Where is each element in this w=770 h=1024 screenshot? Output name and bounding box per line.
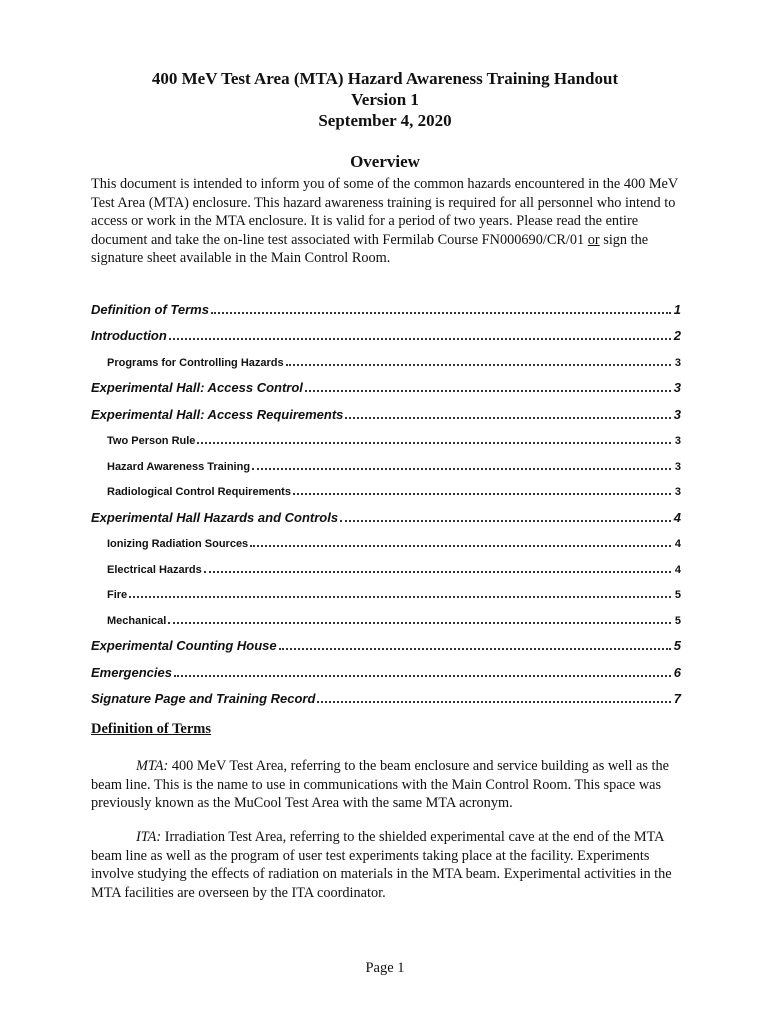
toc-entry-label: Electrical Hazards: [107, 563, 202, 576]
definition-text: Irradiation Test Area, referring to the shielded experimental cave at the end of the MTA beam line as well as the program of user test experiments taking place at the facility. Experiments involve studying the effects of radiation on materials in the MTA beam. Experimental activities in the MTA facilities are overseen by the ITA coordinator.: [91, 829, 672, 901]
definition-term: MTA:: [136, 758, 169, 774]
toc-entry-page: 3: [673, 380, 681, 395]
toc-entry[interactable]: [91, 369, 681, 396]
toc-entry-page: 3: [674, 356, 681, 369]
toc-entry[interactable]: [91, 525, 681, 551]
toc-entry[interactable]: [91, 395, 681, 422]
toc-entry[interactable]: [91, 550, 681, 576]
toc-leader-dots: [169, 337, 671, 340]
toc-leader-dots: [293, 492, 671, 495]
toc-entry-page: 1: [673, 301, 681, 317]
toc-leader-dots: [305, 389, 671, 392]
toc-entry-label: Fire: [107, 589, 128, 601]
toc-leader-dots: [204, 570, 671, 573]
toc-entry[interactable]: [91, 498, 681, 525]
toc-entry[interactable]: [91, 422, 681, 448]
toc-entry-page: 3: [674, 460, 681, 473]
toc-entry-label: Radiological Control Requirements: [107, 486, 291, 498]
page-number: Page 1: [365, 960, 405, 976]
document-version: Version 1: [351, 90, 419, 109]
toc-entry-page: 5: [674, 614, 681, 627]
definition-ita: [91, 828, 681, 902]
toc-entry-label: Signature Page and Training Record: [91, 691, 316, 706]
toc-entry[interactable]: [91, 290, 681, 317]
toc-entry-page: 4: [673, 509, 681, 525]
toc-leader-dots: [174, 674, 671, 677]
toc-leader-dots: [252, 467, 671, 470]
overview-heading: Overview: [350, 152, 420, 171]
overview-text-part1: This document is intended to inform you of some of the common hazards encountered in the 400 MeV Test Area (MTA) enclosure. This hazard awareness training is required for all personnel who intend to access or work in the MTA enclosure. It is valid for a period of two years. Please read the entire document and take the on-line test associated with Fermilab Course FN000690/CR/01: [91, 176, 678, 248]
document-date: September 4, 2020: [318, 111, 452, 130]
toc-entry-page: 2: [673, 328, 681, 343]
toc-entry[interactable]: [91, 601, 681, 627]
toc-leader-dots: [286, 363, 671, 366]
toc-entry-label: Introduction: [91, 328, 167, 343]
definitions-heading: Definition of Terms: [91, 721, 212, 737]
toc-entry-label: Emergencies: [91, 664, 172, 680]
definition-text: 400 MeV Test Area, referring to the beam enclosure and service building as well as the beam line. This is the name to use in communications with the Main Control Room. This space was previously known as the MuCool Test Area with the same MTA acronym.: [91, 758, 669, 811]
toc-entry-page: 3: [673, 406, 681, 422]
overview-paragraph: [91, 175, 691, 268]
document-title: 400 MeV Test Area (MTA) Hazard Awareness Training Handout: [151, 69, 619, 88]
toc-entry-label: Experimental Hall: Access Control: [91, 380, 303, 395]
toc-leader-dots: [211, 311, 671, 314]
overview-or-word: or: [587, 231, 600, 248]
toc-entry-label: Experimental Counting House: [91, 638, 277, 653]
table-of-contents: [91, 290, 681, 706]
toc-entry-page: 5: [673, 638, 681, 653]
toc-entry-page: 6: [673, 664, 681, 680]
toc-leader-dots: [250, 544, 671, 547]
toc-entry-label: Mechanical: [107, 614, 167, 627]
definition-term: ITA:: [136, 829, 162, 845]
toc-entry-page: 4: [674, 538, 681, 550]
toc-entry-label: Programs for Controlling Hazards: [107, 356, 284, 369]
toc-entry-label: Experimental Hall Hazards and Controls: [91, 509, 339, 525]
toc-entry-page: 7: [673, 691, 681, 706]
toc-entry-page: 5: [674, 589, 681, 601]
overview-text-part2: sign the signature sheet available in the Main Control Room.: [91, 231, 649, 266]
toc-entry-label: Ionizing Radiation Sources: [107, 538, 249, 550]
toc-leader-dots: [129, 595, 671, 598]
toc-entry[interactable]: [91, 317, 681, 344]
toc-leader-dots: [197, 441, 671, 444]
definition-mta: [91, 757, 681, 813]
toc-entry-page: 3: [674, 486, 681, 498]
toc-leader-dots: [279, 647, 671, 650]
toc-entry[interactable]: [91, 473, 681, 499]
toc-leader-dots: [317, 700, 671, 703]
toc-entry-label: Experimental Hall: Access Requirements: [91, 406, 344, 422]
toc-entry[interactable]: [91, 653, 681, 680]
toc-entry-label: Two Person Rule: [107, 435, 196, 447]
toc-leader-dots: [340, 519, 671, 522]
toc-entry-page: 4: [674, 563, 681, 576]
toc-entry[interactable]: [91, 627, 681, 654]
toc-entry-page: 3: [674, 435, 681, 447]
toc-leader-dots: [345, 416, 671, 419]
toc-leader-dots: [168, 621, 671, 624]
toc-entry[interactable]: [91, 680, 681, 707]
document-title-block: [0, 68, 770, 131]
toc-entry[interactable]: [91, 447, 681, 473]
toc-entry-label: Hazard Awareness Training: [107, 460, 251, 473]
toc-entry[interactable]: [91, 576, 681, 602]
toc-entry[interactable]: [91, 343, 681, 369]
toc-entry-label: Definition of Terms: [91, 301, 209, 317]
